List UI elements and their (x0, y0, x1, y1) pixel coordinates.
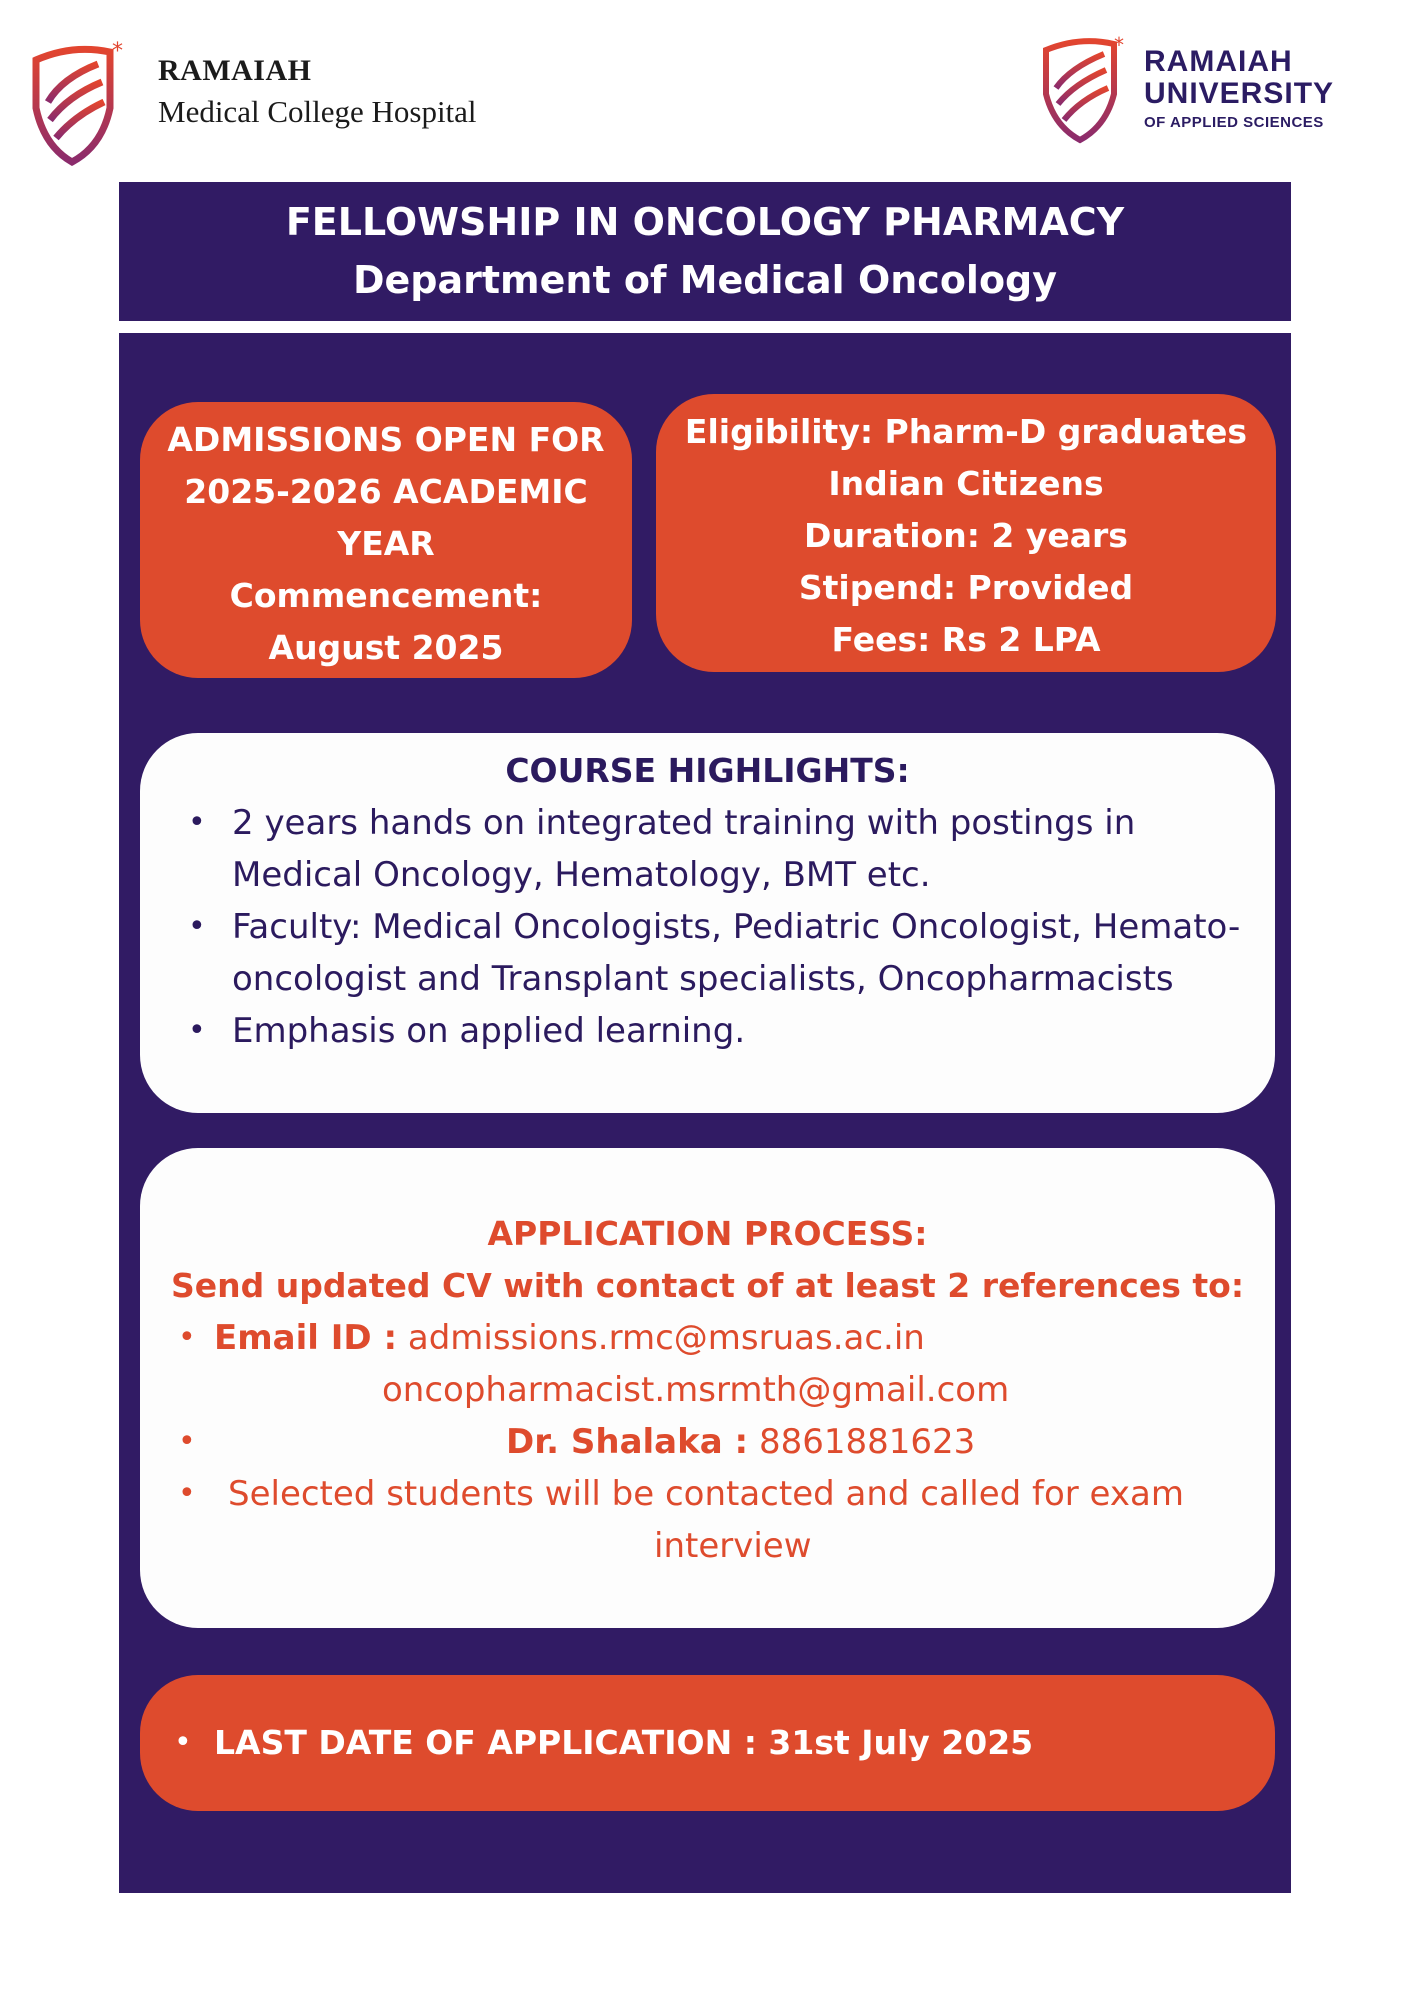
highlights-list (188, 797, 1245, 1057)
list-item (188, 797, 1245, 901)
deadline-box (140, 1675, 1275, 1811)
highlight-text: 2 years hands on integrated training with postings in Medical Oncology, Hematology, BMT etc. (232, 803, 1136, 895)
university-name-line3: OF APPLIED SCIENCES (1144, 114, 1324, 131)
eligibility-line: Duration: 2 years (804, 516, 1128, 555)
eligibility-box (656, 394, 1276, 672)
email-link-primary[interactable]: admissions.rmc@msruas.ac.in (407, 1318, 925, 1358)
hospital-org-subtitle: Medical College Hospital (158, 94, 477, 129)
admissions-line: 2025-2026 ACADEMIC (184, 472, 588, 511)
email-row (214, 1312, 925, 1364)
title-banner (119, 182, 1291, 321)
contact-row (506, 1416, 975, 1468)
bullet-icon: • (178, 1476, 196, 1511)
bullet-icon: • (178, 1320, 196, 1355)
email-link-secondary[interactable]: oncopharmacist.msrmth@gmail.com (382, 1370, 1010, 1410)
ramaiah-hospital-logo (32, 38, 502, 168)
university-name-line2: UNIVERSITY (1144, 77, 1335, 110)
application-subtitle: Send updated CV with contact of at least 2 references to: (170, 1266, 1245, 1305)
ramaiah-shield-icon (32, 38, 132, 168)
selection-line: Selected students will be contacted and called for exam (228, 1474, 1184, 1514)
eligibility-line: Fees: Rs 2 LPA (831, 620, 1101, 659)
hospital-org-name: RAMAIAH (158, 54, 312, 87)
svg-text:*: * (112, 39, 123, 64)
list-item (188, 901, 1245, 1005)
application-title: APPLICATION PROCESS: (487, 1214, 928, 1253)
highlight-text: Emphasis on applied learning. (232, 1011, 746, 1051)
ramaiah-university-logo (1040, 32, 1390, 152)
highlight-text: Faculty: Medical Oncologists, Pediatric Oncologist, Hemato-oncologist and Transplant specialists, Oncopharmacists (232, 907, 1241, 999)
bullet-icon: • (174, 1725, 192, 1760)
contact-name: Dr. Shalaka : (506, 1422, 749, 1462)
email-label: Email ID : (214, 1318, 398, 1358)
eligibility-line: Indian Citizens (828, 464, 1104, 503)
highlights-title: COURSE HIGHLIGHTS: (505, 751, 910, 790)
bullet-icon: • (188, 909, 206, 944)
selection-line-continued: interview (654, 1526, 812, 1566)
fellowship-title: FELLOWSHIP IN ONCOLOGY PHARMACY (285, 200, 1125, 244)
course-highlights-box (140, 733, 1275, 1113)
ramaiah-university-shield-icon (1040, 32, 1140, 144)
application-process-box (140, 1148, 1275, 1628)
bullet-icon: • (188, 1013, 206, 1048)
list-item (188, 1005, 1245, 1057)
admissions-box (140, 402, 632, 678)
admissions-line: YEAR (337, 524, 435, 563)
bullet-icon: • (178, 1424, 196, 1459)
admissions-line: Commencement: (229, 576, 543, 615)
bullet-icon: • (188, 805, 206, 840)
admissions-line: ADMISSIONS OPEN FOR (167, 420, 605, 459)
university-name-line1: RAMAIAH (1144, 45, 1293, 78)
department-title: Department of Medical Oncology (352, 258, 1058, 302)
admissions-line: August 2025 (268, 628, 504, 667)
eligibility-line: Eligibility: Pharm-D graduates (684, 412, 1248, 451)
deadline-text: LAST DATE OF APPLICATION : 31st July 2025 (214, 1723, 1034, 1762)
eligibility-line: Stipend: Provided (798, 568, 1134, 607)
contact-phone[interactable]: 8861881623 (758, 1422, 976, 1462)
svg-text:*: * (1114, 33, 1124, 57)
